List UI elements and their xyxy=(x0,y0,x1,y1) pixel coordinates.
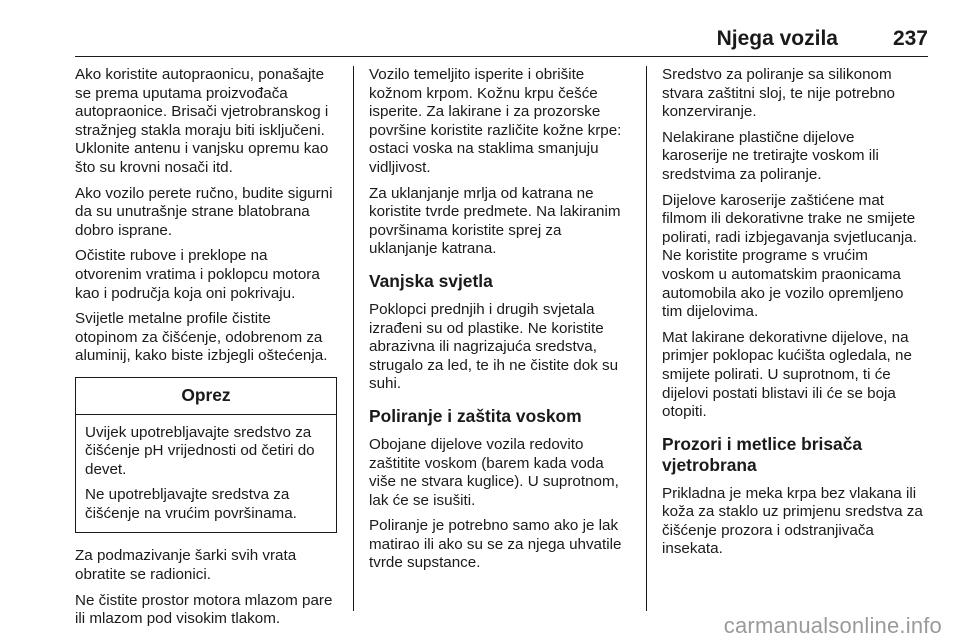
paragraph: Ako vozilo perete ručno, budite sigurni da su unutrašnje strane blatobrana dobro isprane. xyxy=(75,184,333,239)
paragraph: Svijetle metalne profile čistite otopinom za čišćenje, odobrenom za aluminij, kako biste izbjegli oštećenja. xyxy=(75,310,328,365)
paragraph: Prikladna je meka krpa bez vlakana ili koža za staklo uz primjenu sredstva za čišćenje prozora i odstranjivača insekata. xyxy=(662,484,923,558)
column-divider xyxy=(353,66,354,611)
section-title: Njega vozila xyxy=(716,27,838,50)
paragraph: Ako koristite autopraonicu, ponašajte se prema uputama proizvođača autopraonice. Brisači vjetrobranskog i stražnjeg stakla moraju biti isključeni. Uklonite antenu i vanjsku opremu kao što su krovni nosači itd. xyxy=(75,66,329,176)
paragraph: Nelakirane plastične dijelove karoserije ne tretirajte voskom ili sredstvima za poliranje. xyxy=(662,128,879,183)
header-rule xyxy=(75,56,928,57)
page-number: 237 xyxy=(892,27,928,50)
column-divider xyxy=(646,66,647,611)
column-2 xyxy=(369,66,631,580)
paragraph: Obojane dijelove vozila redovito zaštitite voskom (barem kada voda više ne stvara kuglice). U suprotnom, lak će se isušiti. xyxy=(369,435,619,509)
paragraph: Mat lakirane dekorativne dijelove, na primjer poklopac kućišta ogledala, ne smijete polirati. U suprotnom, ti će dijelovi postati blistavi ili će se boja otopiti. xyxy=(662,328,912,421)
caution-paragraph: Uvijek upotrebljavajte sredstvo za čišćenje pH vrijednosti od četiri do devet. xyxy=(85,423,315,478)
column-1 xyxy=(75,66,337,636)
caution-body xyxy=(76,415,336,533)
page-header xyxy=(75,25,928,57)
watermark: carmanualsonline.info xyxy=(723,613,942,638)
paragraph: Dijelove karoserije zaštićene mat filmom ili dekorativne trake ne smijete polirati, radi izbjegavanja svjetlucanja. Ne koristite programe s vrućim voskom u automatskim praonicama automobila ako je vozilo opremljeno tim dijelovima. xyxy=(662,191,917,321)
paragraph: Za uklanjanje mrlja od katrana ne koristite tvrde predmete. Na lakiranim površinama koristite sprej za uklanjanje katrana. xyxy=(369,184,621,258)
caution-paragraph: Ne upotrebljavajte sredstva za čišćenje na vrućim površinama. xyxy=(85,486,297,522)
paragraph: Za podmazivanje šarki svih vrata obratite se radionici. xyxy=(75,547,297,584)
caution-box xyxy=(75,377,337,534)
paragraph: Sredstvo za poliranje sa silikonom stvara zaštitni sloj, te nije potrebno konzerviranje. xyxy=(662,66,895,121)
column-3 xyxy=(662,66,924,566)
section-heading: Prozori i metlice brisača vjetrobrana xyxy=(662,433,863,475)
section-heading: Poliranje i zaštita voskom xyxy=(369,405,582,426)
caution-title: Oprez xyxy=(76,378,336,415)
paragraph: Poliranje je potrebno samo ako je lak matirao ili ako su se za njega uhvatile tvrde supstance. xyxy=(369,517,622,572)
section-heading: Vanjska svjetla xyxy=(369,270,493,291)
paragraph: Vozilo temeljito isperite i obrišite kožnom krpom. Kožnu krpu češće isperite. Za lakirane i za prozorske površine koristite različite kožne krpe: ostaci voska na staklima smanjuju vidljivost. xyxy=(369,66,622,176)
paragraph: Očistite rubove i preklope na otvorenim vratima i poklopcu motora kao i područja koja oni pokrivaju. xyxy=(75,247,320,302)
paragraph: Ne čistite prostor motora mlazom pare ili mlazom pod visokim tlakom. xyxy=(75,591,333,628)
paragraph: Poklopci prednjih i drugih svjetala izrađeni su od plastike. Ne koristite abrazivna ili nagrizajuća sredstva, strugalo za led, te ih ne čistite dok su suhi. xyxy=(369,300,619,393)
